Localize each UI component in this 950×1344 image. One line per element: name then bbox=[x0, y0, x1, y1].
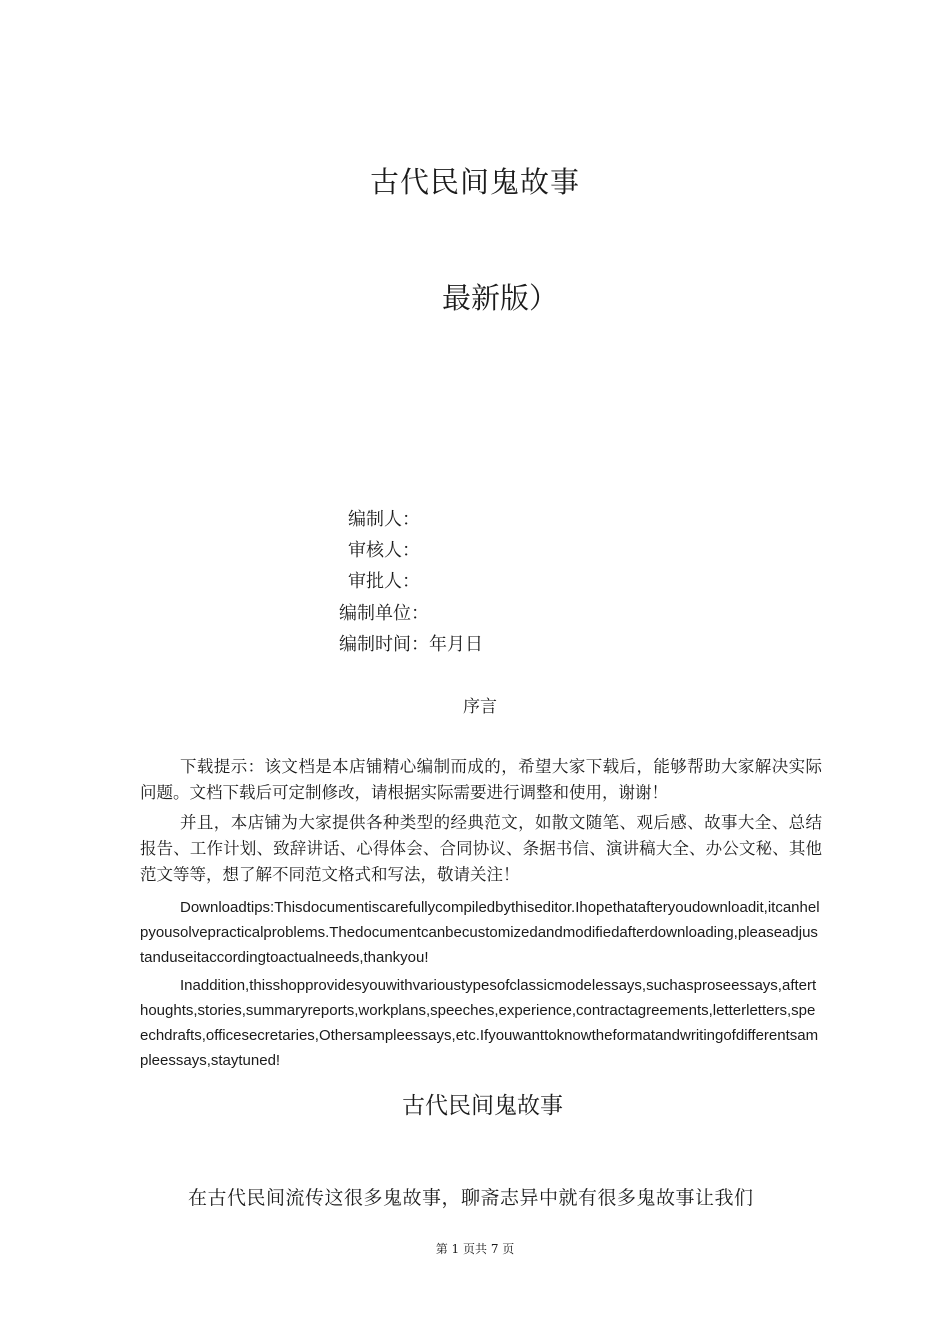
body-text-line: 在古代民间流传这很多鬼故事，聊斋志异中就有很多鬼故事让我们 bbox=[188, 1187, 754, 1209]
meta-unit: 编制单位： bbox=[339, 603, 429, 624]
preface-paragraph-cn-download-tips: 下载提示：该文档是本店铺精心编制而成的，希望大家下载后，能够帮助大家解决实际问题。文档下载后可定制修改，请根据实际需要进行调整和使用，谢谢！ bbox=[140, 757, 822, 802]
meta-date: 编制时间：年月日 bbox=[339, 634, 483, 655]
preface-paragraph-en-download-tips: Downloadtips:Thisdocumentiscarefullycompiledbythiseditor.Ihopethatafteryoudownloadit,itcanhelpyousolvepracticalproblems.Thedocumentcanbecustomizedandmodifiedafterdownloading,pleaseadjustanduseitaccordingtoactualneeds,thankyou! bbox=[140, 899, 820, 966]
preface-paragraph-en-additional: Inaddition,thisshopprovidesyouwithvarioustypesofclassicmodelessays,suchasproseessays,afterthoughts,stories,summaryreports,workplans,speeches,experience,contractagreements,letterletters,speechdrafts,officesecretaries,Othersampleessays,etc.Ifyouwanttoknowtheformatandwritingofdifferentsampleessays,staytuned! bbox=[140, 977, 819, 1069]
page-number-footer: 第 1 页共 7 页 bbox=[435, 1242, 515, 1256]
document-title: 古代民间鬼故事 bbox=[369, 165, 580, 199]
section-title: 古代民间鬼故事 bbox=[402, 1093, 563, 1119]
meta-compiler: 编制人： bbox=[348, 509, 420, 530]
preface-paragraph-cn-additional: 并且，本店铺为大家提供各种类型的经典范文，如散文随笔、观后感、故事大全、总结报告、工作计划、致辞讲话、心得体会、合同协议、条据书信、演讲稿大全、办公文秘、其他范文等等，想了解不同范文格式和写法，敬请关注！ bbox=[140, 813, 822, 884]
meta-approver: 审批人： bbox=[348, 571, 420, 592]
preface-heading: 序言 bbox=[463, 697, 497, 717]
meta-reviewer: 审核人： bbox=[348, 540, 420, 561]
document-subtitle: 最新版） bbox=[441, 281, 558, 315]
